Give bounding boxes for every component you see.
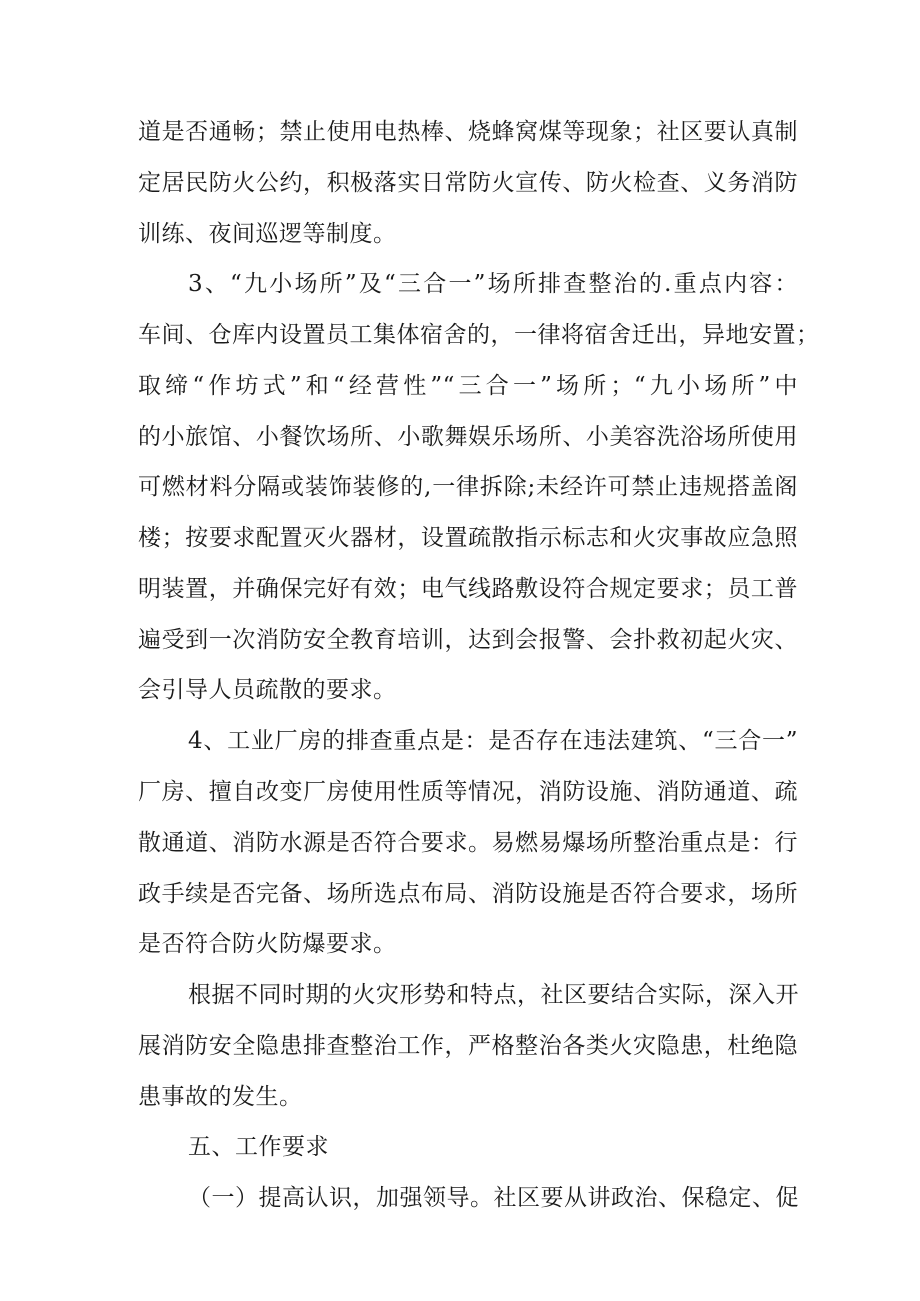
paragraph-line: 会引导人员疏散的要求。 <box>138 677 397 703</box>
paragraph-line: 的小旅馆、小餐饮场所、小歌舞娱乐场所、小美容洗浴场所使用 <box>138 424 798 450</box>
paragraph-line: （一）提高认识，加强领导。社区要从讲政治、保稳定、促 <box>188 1185 799 1211</box>
paragraph-line: 明装置，并确保完好有效；电气线路敷设符合规定要求；员工普 <box>138 576 798 602</box>
paragraph-line: 厂房、擅自改变厂房使用性质等情况，消防设施、消防通道、疏 <box>138 779 798 805</box>
paragraph-line: 取缔“作坊式”和“经营性”“三合一”场所；“九小场所”中 <box>138 373 798 399</box>
paragraph-line: 4、工业厂房的排查重点是：是否存在违法建筑、“三合一” <box>188 728 798 754</box>
paragraph-line: 展消防安全隐患排查整治工作，严格整治各类火灾隐患，杜绝隐 <box>138 1033 798 1059</box>
paragraph-line: 是否符合防火防爆要求。 <box>138 931 397 957</box>
paragraph-line: 可燃材料分隔或装饰装修的,一律拆除;未经许可禁止违规搭盖阁 <box>138 474 798 500</box>
section-heading: 五、工作要求 <box>188 1134 329 1160</box>
paragraph-line: 政手续是否完备、场所选点布局、消防设施是否符合要求，场所 <box>138 881 798 907</box>
paragraph-line: 定居民防火公约，积极落实日常防火宣传、防火检查、义务消防 <box>138 170 798 196</box>
paragraph-line: 遍受到一次消防安全教育培训，达到会报警、会扑救初起火灾、 <box>138 627 798 653</box>
paragraph-line: 散通道、消防水源是否符合要求。易燃易爆场所整治重点是：行 <box>138 830 798 856</box>
paragraph-line: 道是否通畅；禁止使用电热棒、烧蜂窝煤等现象；社区要认真制 <box>138 119 798 145</box>
paragraph-line: 患事故的发生。 <box>138 1084 303 1110</box>
paragraph-line: 根据不同时期的火灾形势和特点，社区要结合实际，深入开 <box>188 982 799 1008</box>
paragraph-line: 车间、仓库内设置员工集体宿舍的，一律将宿舍迁出，异地安置； <box>138 322 820 348</box>
paragraph-line: 训练、夜间巡逻等制度。 <box>138 221 397 247</box>
paragraph-line: 楼；按要求配置灭火器材，设置疏散指示标志和火灾事故应急照 <box>138 525 798 551</box>
paragraph-line: 3、“九小场所”及“三合一”场所排查整治的.重点内容： <box>188 271 798 297</box>
